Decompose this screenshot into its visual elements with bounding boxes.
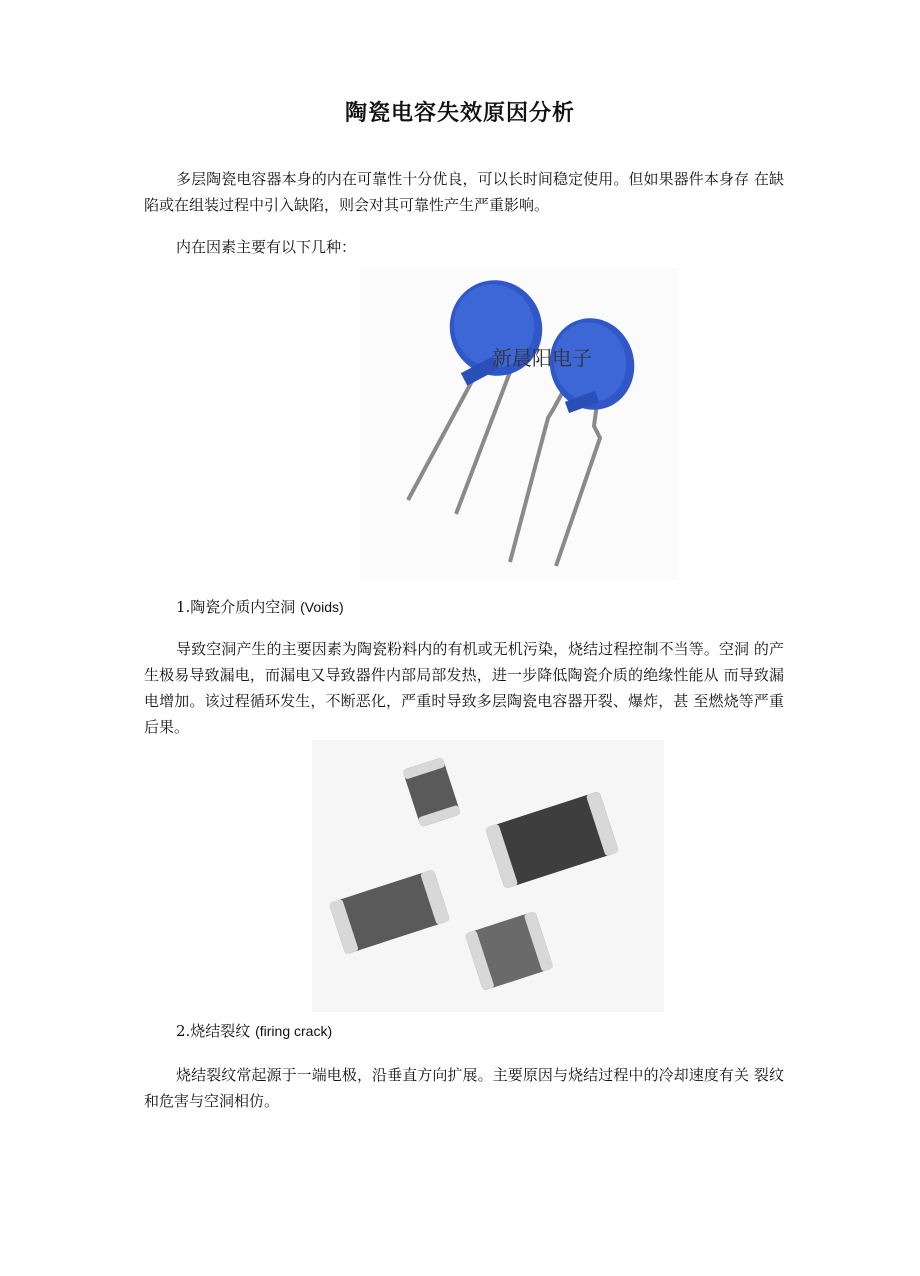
internal-factors-line: 内在因素主要有以下几种： [176, 238, 357, 256]
section1-heading [176, 596, 344, 617]
section1-body: 导致空洞产生的主要因素为陶瓷粉料内的有机或无机污染，烧结过程控制不当等。空洞 的产生极易导致漏电，而漏电又导致器件内部局部发热，进一步降低陶瓷介质的绝缘性能从 而导致漏电增加。该过程循环发生，不断恶化，严重时导致多层陶瓷电容器开裂、爆炸，甚 至燃烧等严重后果。 [144, 640, 784, 736]
disc-capacitor-illustration [360, 268, 678, 580]
section2-heading-cn: 2.烧结裂纹 [176, 1022, 251, 1040]
smd-capacitor-illustration [312, 740, 664, 1012]
section1-heading-cn: 1.陶瓷介质内空洞 [176, 598, 296, 616]
page-title: 陶瓷电容失效原因分析 [344, 101, 575, 126]
disc-capacitor-photo [360, 268, 678, 580]
section2-heading [176, 1020, 332, 1041]
section1-heading-en: (Voids) [300, 599, 344, 615]
section2-heading-en: (firing crack) [255, 1023, 333, 1039]
section2-body: 烧结裂纹常起源于一端电极，沿垂直方向扩展。主要原因与烧结过程中的冷却速度有关 裂纹和危害与空洞相仿。 [144, 1066, 784, 1110]
watermark-text: 新晨阳电子 [492, 346, 592, 370]
intro-paragraph: 多层陶瓷电容器本身的内在可靠性十分优良，可以长时间稳定使用。但如果器件本身存 在缺陷或在组装过程中引入缺陷，则会对其可靠性产生严重影响。 [144, 170, 784, 214]
smd-capacitor-photo [312, 740, 664, 1012]
